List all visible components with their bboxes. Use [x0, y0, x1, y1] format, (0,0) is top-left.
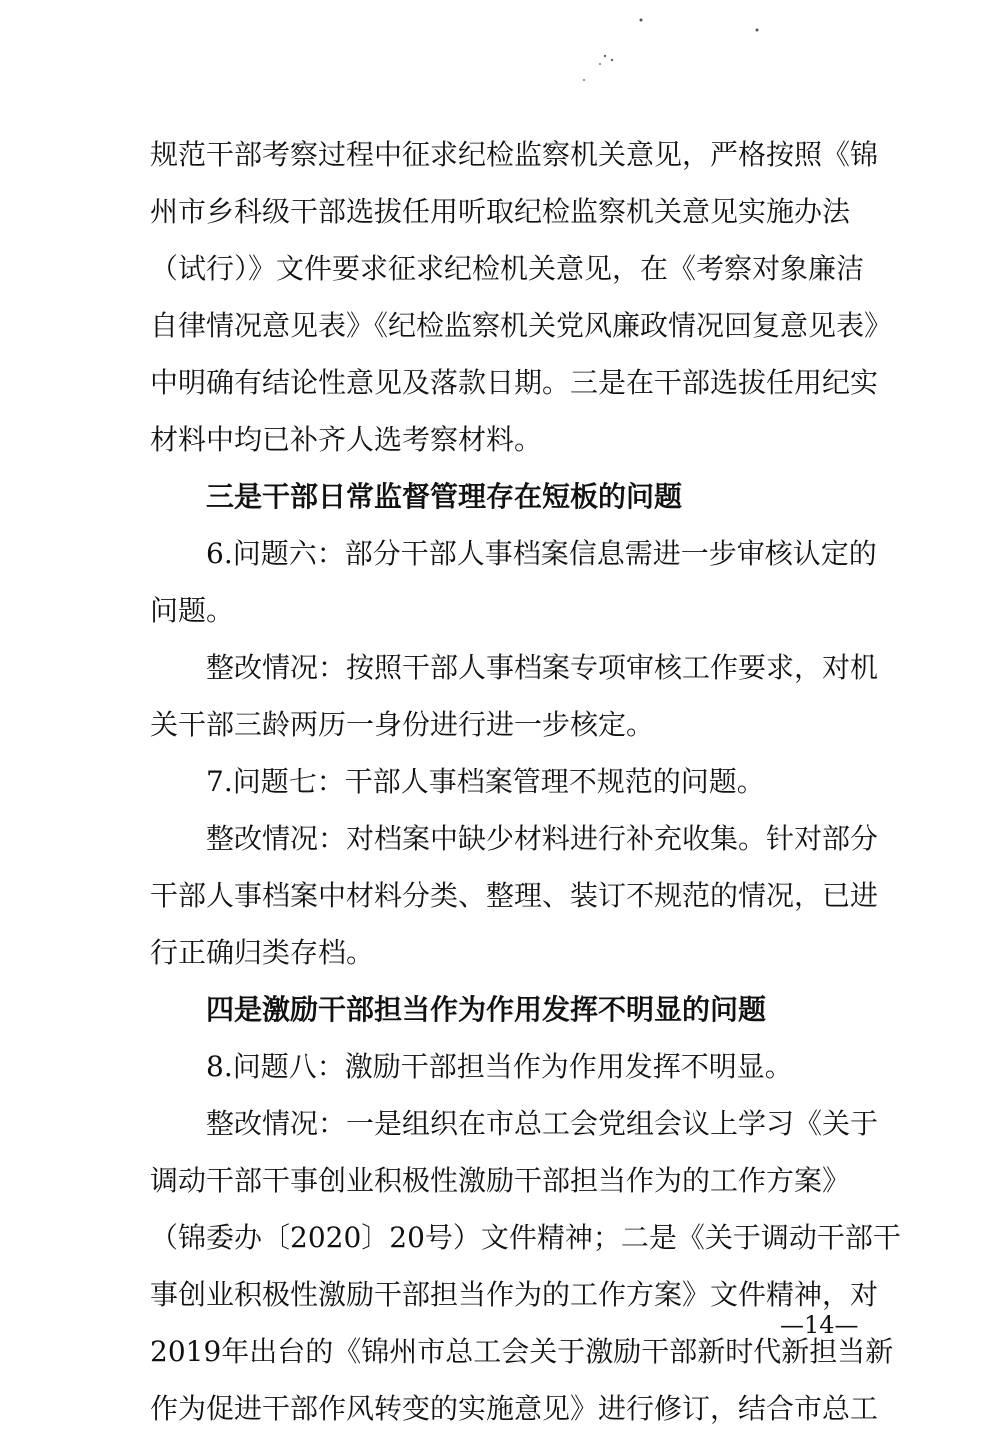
text-line: 2019年出台的《锦州市总工会关于激励干部新时代新担当新	[150, 1335, 894, 1368]
text-line: 整改情况：一是组织在市总工会党组会议上学习《关于	[206, 1107, 879, 1140]
text-line: 作为促进干部作风转变的实施意见》进行修订，结合市总工	[150, 1392, 879, 1425]
text-line: 行正确归类存档。	[150, 936, 375, 969]
text-line: （锦委办〔2020〕20号）文件精神；二是《关于调动干部干	[150, 1221, 901, 1254]
text-line: 调动干部干事创业积极性激励干部担当作为的工作方案》	[150, 1164, 851, 1197]
text-line: 材料中均已补齐人选考察材料。	[150, 423, 543, 456]
section-heading: 四是激励干部担当作为作用发挥不明显的问题	[206, 993, 767, 1026]
text-line: 6.问题六：部分干部人事档案信息需进一步审核认定的	[206, 537, 877, 570]
text-line: 州市乡科级干部选拔任用听取纪检监察机关意见实施办法	[150, 195, 851, 228]
text-line: 整改情况：对档案中缺少材料进行补充收集。针对部分	[206, 822, 879, 855]
text-line: 7.问题七：干部人事档案管理不规范的问题。	[206, 765, 765, 798]
section-heading: 三是干部日常监督管理存在短板的问题	[206, 480, 683, 513]
text-line: 事创业积极性激励干部担当作为的工作方案》文件精神，对	[150, 1278, 879, 1311]
text-line: 关干部三龄两历一身份进行进一步核定。	[150, 708, 655, 741]
text-line: 中明确有结论性意见及落款日期。三是在干部选拔任用纪实	[150, 366, 879, 399]
text-line: 干部人事档案中材料分类、整理、装订不规范的情况，已进	[150, 879, 879, 912]
page-number: —14—	[780, 1311, 859, 1339]
text-line: 问题。	[150, 594, 235, 627]
text-line: 整改情况：按照干部人事档案专项审核工作要求，对机	[206, 651, 879, 684]
scan-specks	[0, 0, 1000, 120]
text-line: 8.问题八：激励干部担当作为作用发挥不明显。	[206, 1050, 793, 1083]
text-line: 规范干部考察过程中征求纪检监察机关意见，严格按照《锦	[150, 138, 879, 171]
text-line: （试行）》文件要求征求纪检机关意见，在《考察对象廉洁	[150, 252, 865, 285]
text-line: 自律情况意见表》《纪检监察机关党风廉政情况回复意见表》	[150, 309, 893, 342]
